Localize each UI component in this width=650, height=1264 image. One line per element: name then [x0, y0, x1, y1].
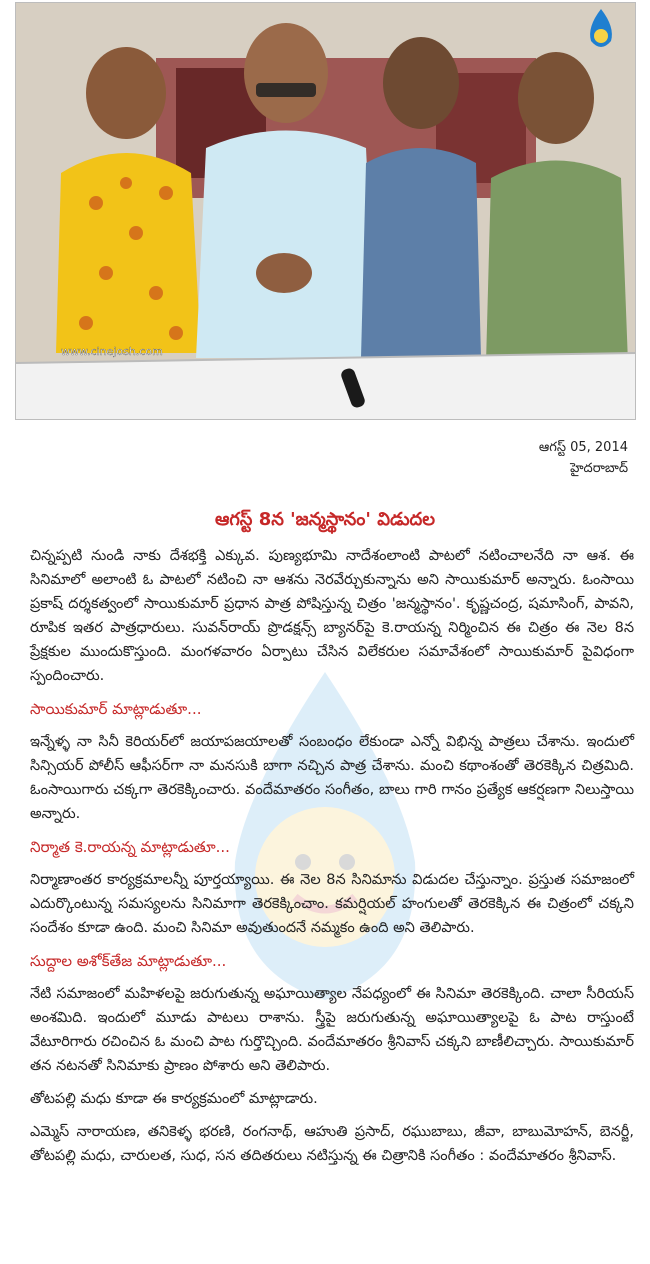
section-text-producer: నిర్మాణాంతర కార్యక్రమాలన్నీ పూర్తయ్యాయి. ఈ నెల 8న సినిమాను విడుదల చేస్తున్నాం. ప్రస్తుత సమాజంలో ఎదుర్కొంటున్న సమస్యలను సినిమాగా తెరకెక్కించాం. కమర్షియల్ హంగులతో తెరకెక్కిన ఈ చిత్రంలో చక్కని సందేశం కూడా ఉంది. మంచి సినిమా అవుతుందనే నమ్మకం ఉంది అని తెలిపారు. — [30, 872, 634, 936]
article-headline: ఆగస్ట్ 8న 'జన్మస్థానం' విడుదల — [214, 509, 436, 530]
article-dateline — [539, 437, 628, 479]
article-date: ఆగస్ట్ 05, 2014 — [538, 440, 628, 455]
section-heading-producer: నిర్మాత కె.రాయన్న మాట్లాడుతూ... — [30, 838, 230, 856]
photo-watermark-url: www.cinejosh.com — [61, 345, 163, 358]
section-heading-saikumar: సాయికుమార్ మాట్లాడుతూ... — [30, 700, 202, 718]
cast-and-music-note: ఎమ్మెస్ నారాయణ, తనికెళ్ళ భరణి, రంగనాథ్, ఆహుతి ప్రసాద్, రఘుబాబు, జీవా, బాబుమోహన్, బెనర్జీ, తోటపల్లి మధు, చారులత, సుధ, సన తదితరులు నటిస్తున్న ఈ చిత్రానికి సంగీతం : వందేమాతరం శ్రీనివాస్. — [30, 1124, 634, 1164]
article-location: హైదరాబాద్ — [570, 461, 628, 476]
article-photo — [15, 2, 636, 420]
section-heading-lyricist: సుద్దాల అశోక్‌తేజ మాట్లాడుతూ... — [30, 952, 227, 970]
section-text-lyricist: నేటి సమాజంలో మహిళలపై జరుగుతున్న అఘాయిత్యాల నేపధ్యంలో ఈ సినిమా తెరకెక్కింది. చాలా సీరియస్ అంశమిది. ఇందులో మూడు పాటలు రాశాను. స్త్రీపై జరుగుతున్న అఘాయిత్యాలపై ఓ పాట రాస్తుంటే వేటూరిగారు రచించిన ఓ మంచి పాట గుర్తొచ్చింది. వందేమాతరం శ్రీనివాస్ చక్కని బాణీలిచ్చారు. సాయికుమార్ తన నటనతో సినిమాకు ప్రాణం పోశారు అని తెలిపారు. — [30, 986, 634, 1074]
article-body — [30, 544, 634, 1177]
press-meet-photo — [16, 3, 635, 419]
section-text-saikumar: ఇన్నేళ్ళ నా సినీ కెరియర్‌లో జయాపజయాలతో సంబంధం లేకుండా ఎన్నో విభిన్న పాత్రలు చేశాను. ఇందులో సిన్సియర్ పోలీస్ ఆఫీసర్‌గా నా మనసుకి బాగా నచ్చిన పాత్ర చేశాను. మంచి కథాంశంతో తెరకెక్కిన చిత్రమిది. ఓంసాయిగారు చక్కగా తెరకెక్కించారు. వందేమాతరం సంగీతం, బాలు గారి గానం ప్రత్యేక ఆకర్షణగా నిలుస్తాయి అన్నారు. — [30, 734, 634, 822]
article-intro: చిన్నప్పటి నుండి నాకు దేశభక్తి ఎక్కువ. పుణ్యభూమి నాదేశంలాంటి పాటలో నటించాలనేది నా ఆశ. ఈ సినిమాలో అలాంటి ఓ పాటలో నటించి నా ఆశను నెరవేర్చుకున్నాను అని సాయికుమార్ అన్నారు. ఓంసాయి ప్రకాష్ దర్శకత్వంలో సాయికుమార్ ప్రధాన పాత్ర పోషిస్తున్న చిత్రం 'జన్మస్థానం'. కృష్ణచంద్ర, షమాసింగ్, పావని, రూపిక ఇతర పాత్రధారులు. సువన్‌రాయ్ ప్రొడక్షన్స్ బ్యానర్‌పై కె.రాయన్న నిర్మించిన ఈ చిత్రం ఈ నెల 8న ప్రేక్షకుల ముందుకొస్తుంది. మంగళవారం ఏర్పాటు చేసిన విలేకరుల సమావేశంలో సాయికుమార్ పైవిధంగా స్పందించారు. — [30, 548, 634, 684]
closing-note: తోటపల్లి మధు కూడా ఈ కార్యక్రమంలో మాట్లాడారు. — [30, 1091, 318, 1107]
